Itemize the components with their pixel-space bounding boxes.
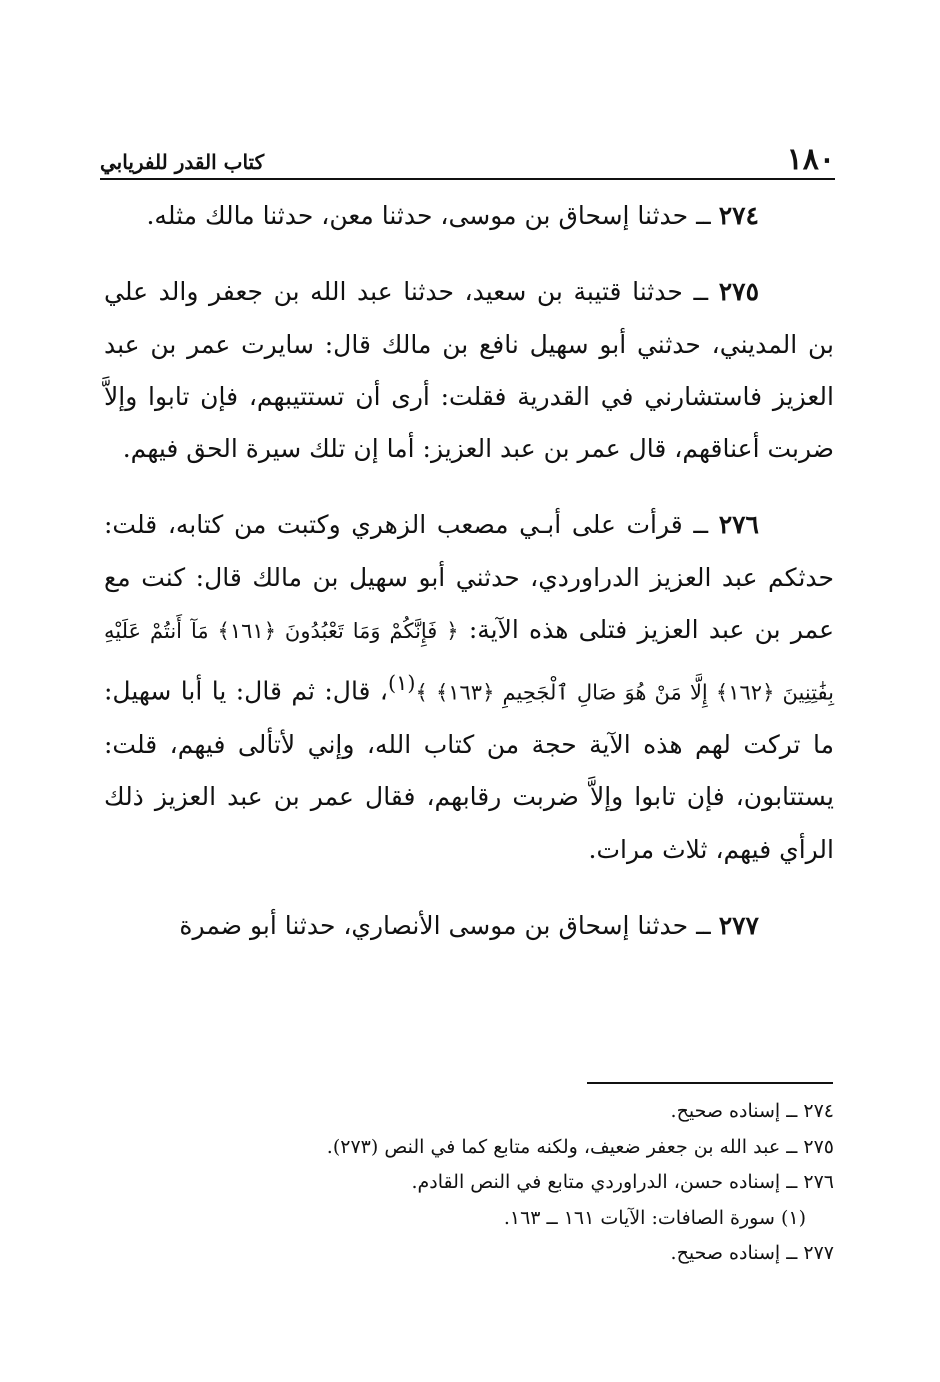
footnote-274: ٢٧٤ ــ إسناده صحيح. [670,1100,834,1122]
paragraph-text-continued: ، قال: ثم قال: يا أبا سهيل: ما تركت لهم هذه الآية حجة من كتاب الله، وإني لأتألى فيهم، قلت: يستتابون، فإن تابوا وإلاَّ ضربت رقابهم، فقال عمر بن عبد العزيز ذلك الرأي فيهم، ثلاث مرات. [104,676,834,864]
number-dash: ــ [693,510,709,540]
page-number: ١٨٠ [786,142,835,177]
hadith-number: ٢٧٤ [718,201,759,230]
main-text [104,190,834,952]
footnote-reference[interactable]: (١) [388,671,416,696]
hadith-number: ٢٧٥ [718,277,760,307]
footnote-separator [587,1082,833,1084]
paragraph-text: حدثنا إسحاق بن موسى، حدثنا معن، حدثنا مالك مثله. [146,201,689,230]
number-dash: ــ [693,277,709,307]
paragraph-text: قرأت على أبـي مصعب الزهري وكتبت من كتابه، قلت: حدثكم عبد العزيز الدراوردي، حدثني أبو سهيل بن مالك قال: كنت مع عمر بن عبد العزيز فتلى هذه الآية: [104,510,834,645]
footnotes [104,1094,834,1272]
book-title: كتاب القدر للفريابي [100,150,265,174]
paragraph-275 [104,266,834,475]
header-rule [100,178,835,180]
paragraph-274 [104,190,834,242]
footnote-275: ٢٧٥ ــ عبد الله بن جعفر ضعيف، ولكنه متابع كما في النص (٢٧٣). [326,1135,834,1158]
hadith-number: ٢٧٦ [718,510,759,540]
hadith-number: ٢٧٧ [718,910,759,940]
number-dash: ــ [696,910,711,940]
footnote-1: (١) سورة الصافات: الآيات ١٦١ ــ ١٦٣. [503,1206,806,1229]
number-dash: ــ [696,201,711,230]
paragraph-text: حدثنا إسحاق بن موسى الأنصاري، حدثنا أبو ضمرة [179,910,689,940]
quran-verse: ﴿ فَإِنَّكُمْ وَمَا تَعْبُدُونَ ﴿١٦١﴾ مَآ أَنتُمْ عَلَيْهِ بِفَٰتِنِينَ ﴿١٦٢﴾ إِلَّا مَنْ هُوَ صَالِ ٱلْجَحِيمِ ﴿١٦٣﴾ ﴾ [104,619,834,705]
paragraph-276 [104,499,834,875]
page-header [100,138,835,178]
paragraph-277 [104,900,834,952]
footnote-276: ٢٧٦ ــ إسناده حسن، الدراوردي متابع في النص القادم. [411,1171,834,1193]
paragraph-text: حدثنا قتيبة بن سعيد، حدثنا عبد الله بن جعفر والد علي بن المديني، حدثني أبو سهيل نافع بن مالك قال: سايرت عمر بن عبد العزيز فاستشارني في القدرية فقلت: أرى أن تستتيبهم، فإن تابوا وإلاَّ ضربت أعناقهم، قال عمر بن عبد العزيز: أما إن تلك سيرة الحق فيهم. [104,277,834,464]
footnote-277: ٢٧٧ ــ إسناده صحيح. [670,1242,834,1264]
